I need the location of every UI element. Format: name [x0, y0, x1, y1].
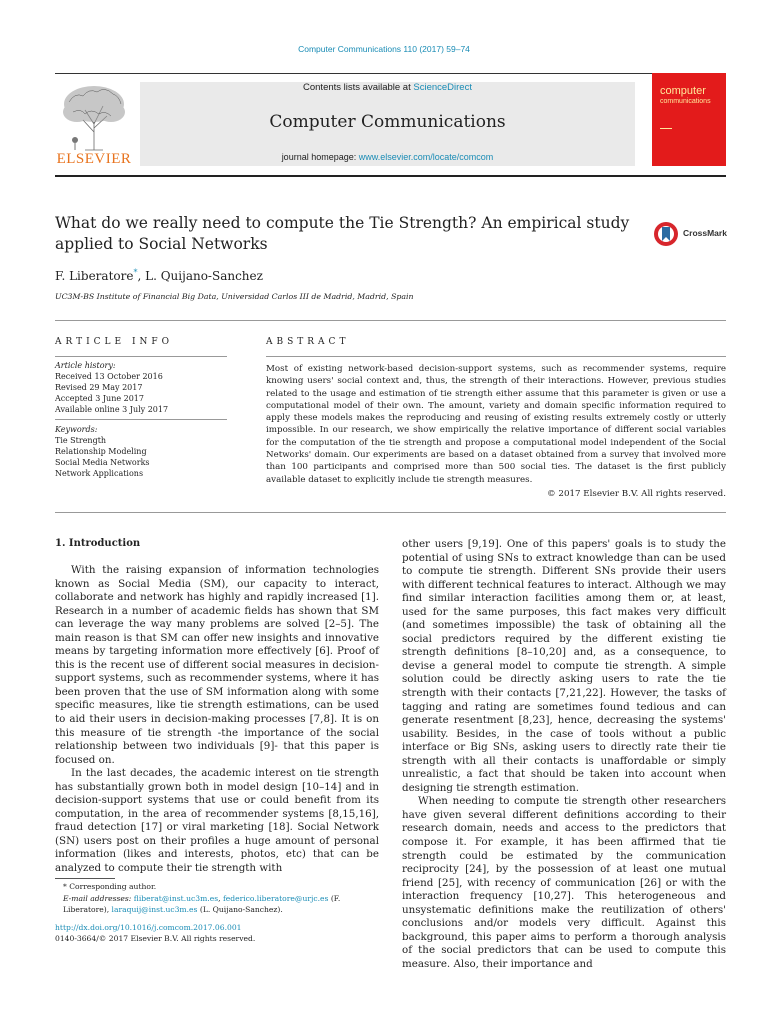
sciencedirect-link[interactable]: ScienceDirect: [413, 82, 472, 93]
info-top-rule: [55, 320, 726, 321]
intro-column-right: [402, 538, 726, 972]
history-online: Available online 3 July 2017: [55, 405, 169, 414]
footnotes: [55, 881, 379, 945]
article-title: What do we really need to compute the Tie Strength? An empirical study applied to Social Networks: [55, 214, 630, 253]
doi-link[interactable]: http://dx.doi.org/10.1016/j.comcom.2017.06.001: [55, 922, 242, 932]
article-info-rule: [55, 356, 227, 357]
journal-reference[interactable]: Computer Communications 110 (2017) 59–74: [298, 44, 470, 54]
keywords-rule: [55, 419, 227, 420]
email-owner-1: (F. Liberatore),: [63, 893, 341, 914]
header-bottom-rule: [55, 175, 726, 177]
author-list: [55, 268, 263, 283]
homepage-prefix: journal homepage:: [281, 152, 359, 162]
right-paragraph-1: other users [9,19]. One of this papers' goals is to study the potential of using SNs to extract knowledge than can be used to compute tie strength. Different SNs provide their users with different technical features to interact. Although we may find similar interaction facilities among them or, at least, used for the same purposes, this fact makes very difficult (and sometimes impossible) the task of obtaining all the social predictors required by the different existing tie strength definitions [8–10,20] and, as a consequence, to devise a general model to compute tie strength. A simple solution could be directly asking users to rate the tie strength with their contacts [7,21,22]. However, the tasks of tagging and rating are sometimes found tedious and can generate resentment [8,23], hence, decreasing the systems' usability. Besides, in the case of tools without a public interface or Big SNs, asking users to directly rate their tie strength with all their contacts is unaffordable or simply unrealistic, a fact that should be taken into account when designing tie strength estimation.: [402, 538, 726, 794]
crossmark-badge[interactable]: [653, 221, 763, 247]
article-info-heading: ARTICLE INFO: [55, 337, 174, 347]
author-separator: ,: [137, 269, 146, 283]
keyword-item: Network Applications: [55, 469, 144, 478]
keyword-item: Social Media Networks: [55, 458, 150, 467]
corresponding-author-note: * Corresponding author.: [63, 882, 157, 891]
copyright: © 2017 Elsevier B.V. All rights reserved.: [546, 489, 726, 499]
abstract-rule: [266, 356, 726, 357]
email-link-2[interactable]: federico.liberatore@urjc.es: [222, 893, 329, 903]
email-label: E-mail addresses:: [63, 893, 134, 903]
contents-prefix: Contents lists available at: [303, 82, 414, 93]
keywords-block: [55, 424, 227, 479]
article-history: [55, 360, 227, 415]
email-link-1[interactable]: fliberat@inst.uc3m.es: [133, 893, 219, 903]
intro-column-left: [55, 564, 379, 876]
cover-rule: [660, 128, 672, 129]
author-1: F. Liberatore: [55, 269, 134, 283]
homepage-link[interactable]: www.elsevier.com/locate/comcom: [358, 152, 494, 162]
section-heading: 1. Introduction: [55, 538, 141, 549]
history-revised: Revised 29 May 2017: [55, 383, 143, 392]
journal-title: Computer Communications: [269, 112, 506, 132]
intro-paragraph-1: With the raising expansion of information technologies known as Social Media (SM), our capacity to interact, collaborate and network has highly and rapidly increased [1]. Research in a number of academic fields has shown that SM can leverage the way many problems are solved [2–5]. The main reason is that SM can offer new insights and innovative means by targeting information more effectively [6]. Proof of this is the recent use of different social measures in decision-support systems, such as recommender systems, where it has been proven that the use of SM information along with some specific measures, like tie strength estimations, can be used to aid their users in decision-making processes [7,8]. It is on this measure of tie strength -the importance of the social relationship between two individuals [9]- that this paper is focused on.: [55, 564, 379, 766]
crossmark-icon: [653, 221, 679, 247]
email-addresses: [55, 893, 379, 916]
email-link-3[interactable]: laraquij@inst.uc3m.es: [111, 905, 198, 914]
journal-banner: [140, 82, 635, 166]
tree-icon: [55, 82, 133, 152]
keyword-item: Relationship Modeling: [55, 447, 147, 456]
history-accepted: Accepted 3 June 2017: [55, 394, 144, 403]
abstract-bottom-rule: [55, 512, 726, 513]
cover-line2: communications: [660, 98, 711, 105]
right-paragraph-2: When needing to compute tie strength other researchers have given several different definitions according to their research domain, needs and access to the predictors that compose it. For example, it has been affirmed that tie strength could be estimated by the communication reciprocity [24], by the possession of at least one mutual friend [25], with recency of communication [26] or with the interaction frequency [10,27]. This heterogeneous and unsystematic definitions make the reutilization of others' conclusions and/or models very difficult. Against this background, this paper aims to perform a thorough analysis of the social predictors that can be used to compute this measure. Also, their importance and: [402, 795, 726, 970]
email-owner-2: (L. Quijano-Sanchez).: [197, 905, 283, 914]
elsevier-logo: [55, 82, 133, 166]
journal-cover-image: [652, 73, 726, 166]
corresponding-mark[interactable]: *: [133, 268, 138, 277]
abstract-heading: ABSTRACT: [266, 337, 350, 347]
abstract-text: Most of existing network-based decision-support systems, such as recommender systems, require knowing users' social context and, thus, the strength of their interactions. However, previous studies related to the usage and estimation of tie strength either assume that this parameter is given or use a computational model of their own. The amount, variety and domain specific information required to apply these models makes the reproducing and reusing of existing results extremely costly or utterly impossible. In our research, we show empirically the relative importance of different social variables for the computation of the tie strength and propose a computational model independent of the Social Networks' domain. Our experiments are based on a dataset obtained from a survey that involved more than 100 participants and comprised more than 500 social ties. The dataset is the first publicly available dataset to explicitly include tie strength measures.: [266, 364, 726, 485]
author-2: L. Quijano-Sanchez: [145, 269, 263, 283]
footnote-rule: [55, 878, 115, 879]
keyword-item: Tie Strength: [55, 436, 107, 445]
history-label: Article history:: [55, 361, 116, 370]
email-separator: ,: [218, 893, 223, 903]
crossmark-label: CrossMark: [683, 228, 727, 238]
contents-line: [140, 82, 635, 93]
publisher-logo-text: ELSEVIER: [56, 151, 132, 167]
intro-paragraph-2: In the last decades, the academic interest on tie strength has substantially grown both in model design [10–14] and in decision-support systems that use or could benefit from its computation, in the area of recommender systems [8,15,16], fraud detection [17] or viral marketing [18]. Social Network (SN) users post on their profiles a huge amount of personal information (likes and interests, photos, etc) that can be analyzed to compute their tie strength with: [55, 767, 379, 875]
issn-line: 0140-3664/© 2017 Elsevier B.V. All rights reserved.: [55, 934, 256, 943]
cover-line1: computer: [660, 85, 706, 97]
keywords-label: Keywords:: [55, 425, 98, 434]
header-top-rule: [55, 73, 726, 74]
homepage-line: [140, 152, 635, 162]
affiliation: UC3M-BS Institute of Financial Big Data, Universidad Carlos III de Madrid, Madrid, Spain: [55, 292, 414, 301]
history-received: Received 13 October 2016: [55, 372, 163, 381]
